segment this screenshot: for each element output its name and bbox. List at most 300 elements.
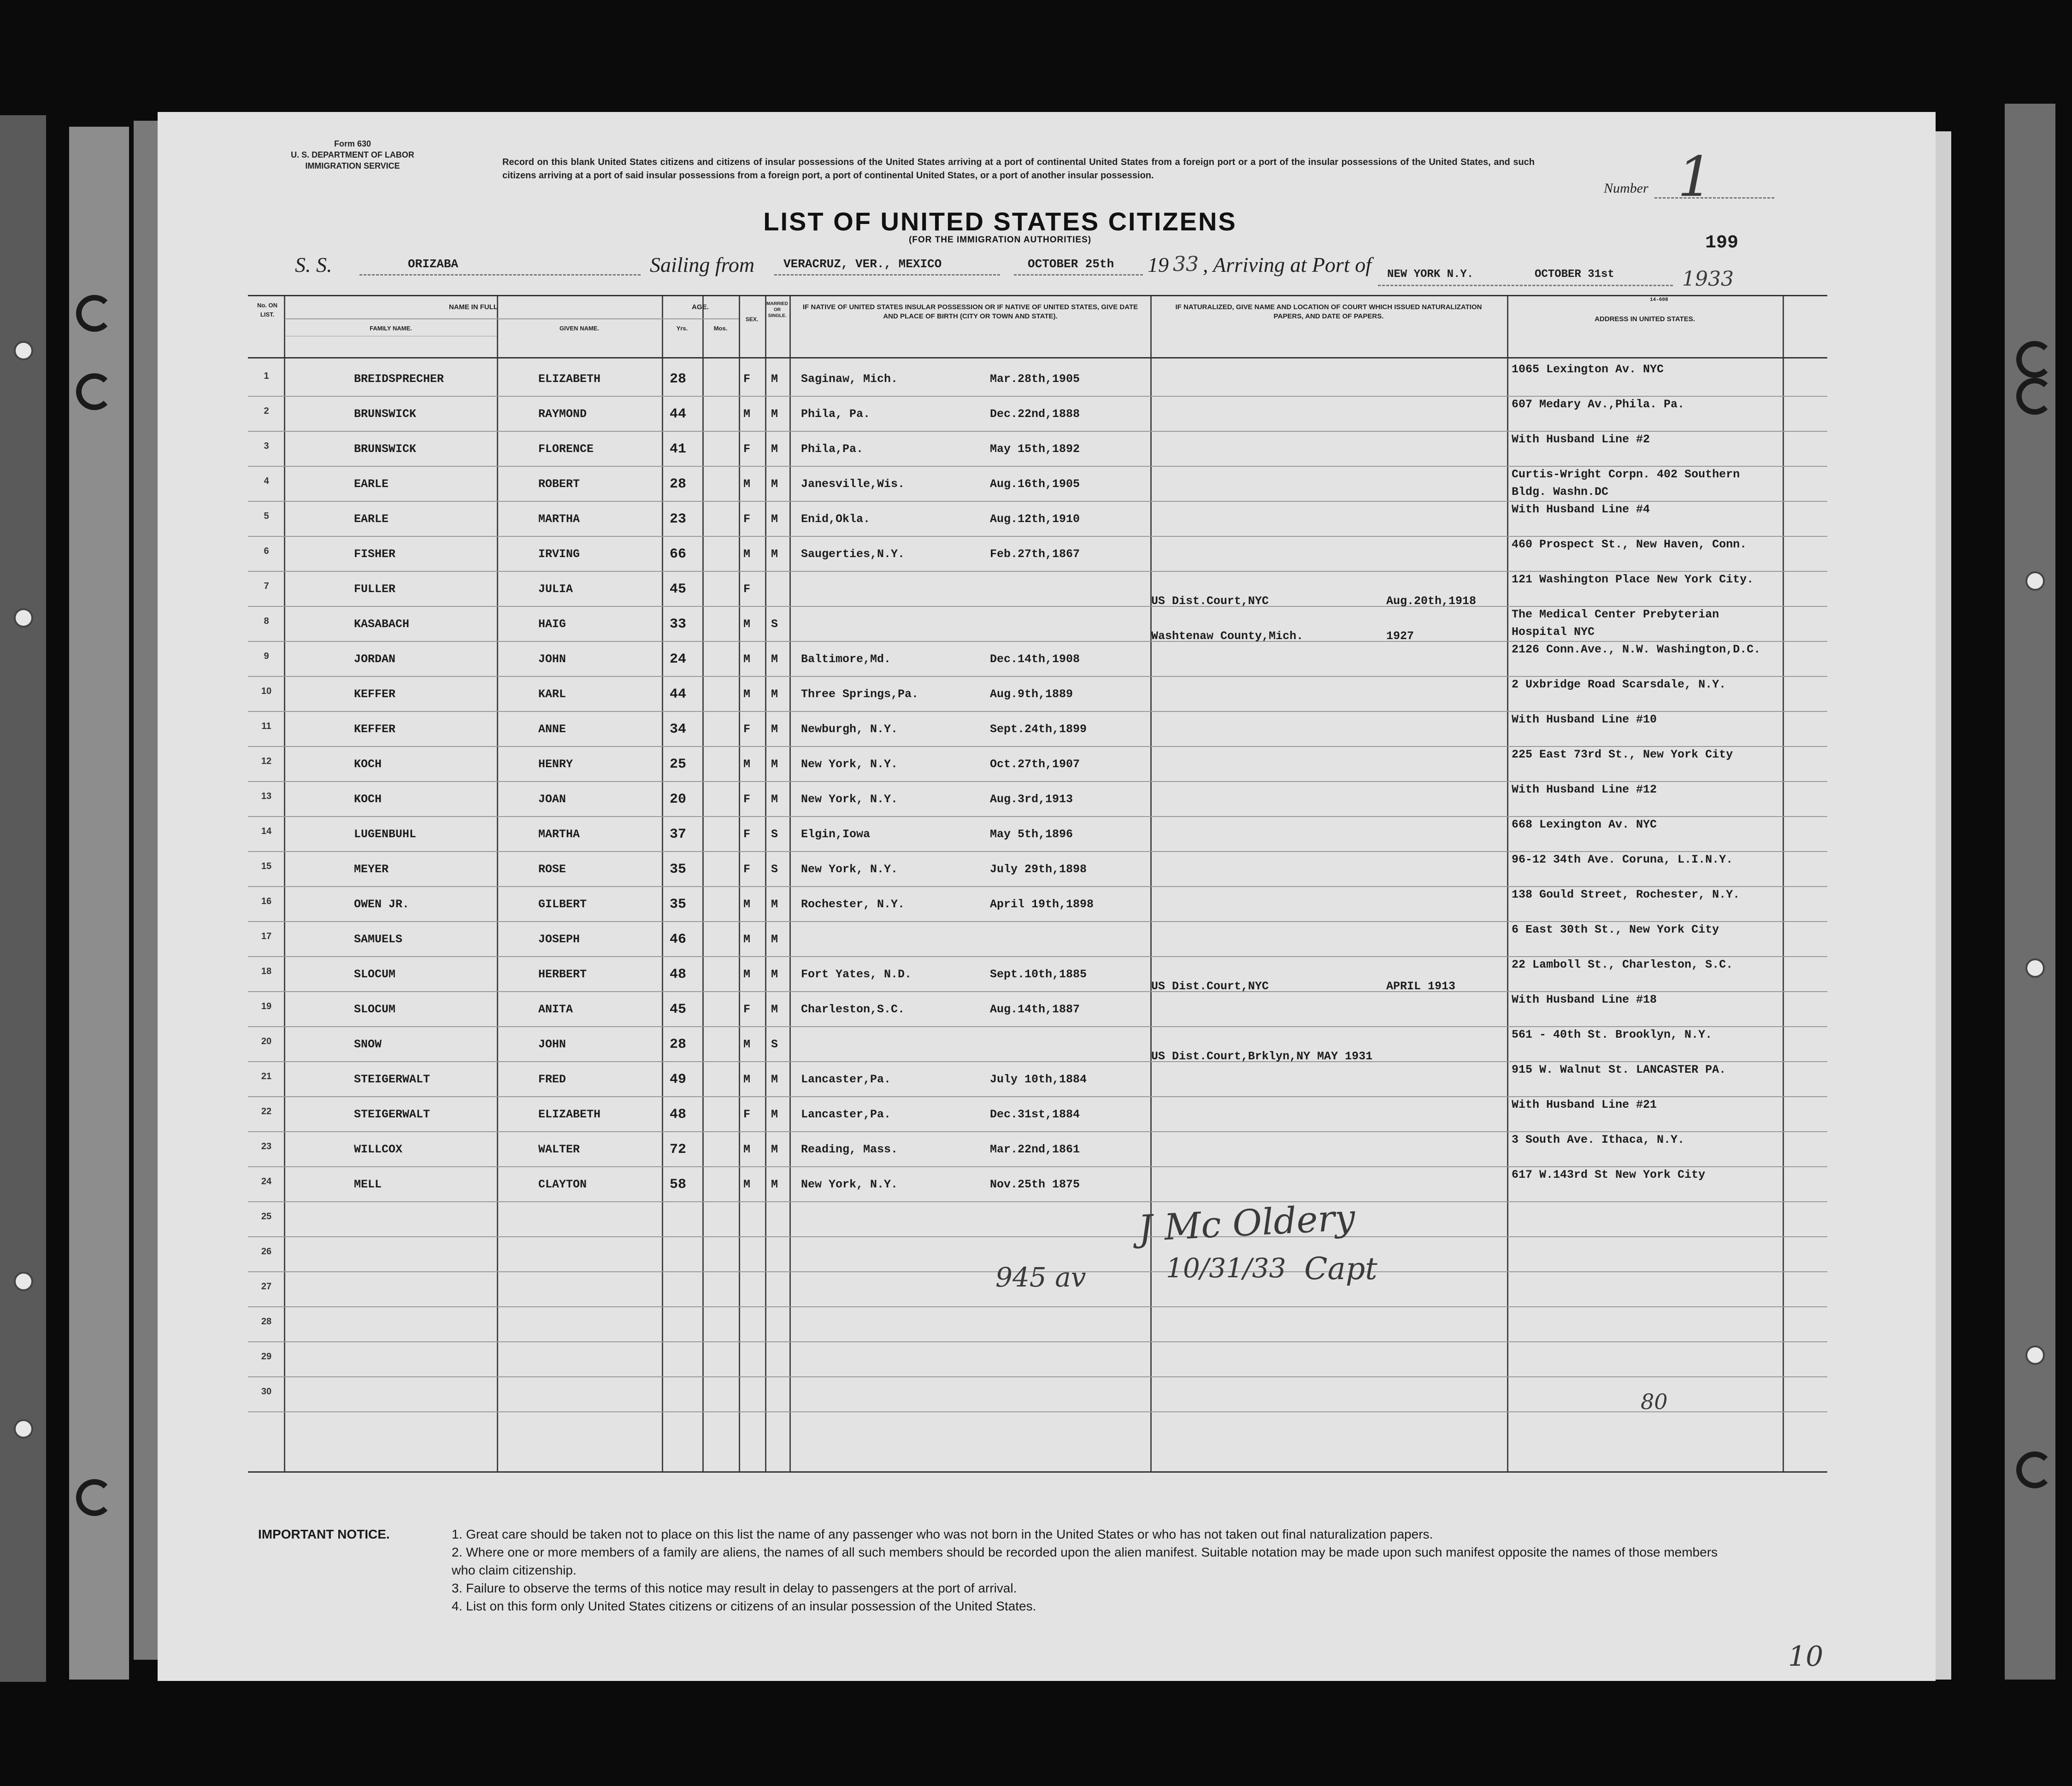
- cell-sex: F: [743, 863, 751, 876]
- cell-age: 66: [670, 546, 687, 562]
- col-yrs: Yrs.: [676, 325, 688, 332]
- cell-address: 22 Lamboll St., Charleston, S.C.: [1512, 958, 1733, 971]
- cell-date: Mar.28th,1905: [990, 372, 1080, 386]
- table-row: [248, 1096, 1827, 1131]
- cell-family: KEFFER: [354, 723, 396, 736]
- cell-family: LUGENBUHL: [354, 828, 417, 841]
- cell-given: HERBERT: [538, 968, 587, 981]
- cell-place: New York, N.Y.: [801, 793, 898, 806]
- cell-given: ANNE: [538, 723, 566, 736]
- form-number: Form 630: [334, 139, 371, 148]
- col-no-on-list: No. ON LIST.: [257, 302, 278, 318]
- cell-address: 138 Gould Street, Rochester, N.Y.: [1512, 888, 1740, 901]
- sailing-year: 33: [1173, 253, 1199, 276]
- cell-ms: S: [771, 863, 778, 876]
- cell-ms: M: [771, 1003, 778, 1016]
- cell-ms: M: [771, 1178, 778, 1191]
- cell-sex: M: [743, 1038, 751, 1051]
- col-mos: Mos.: [713, 325, 728, 332]
- cell-sex: F: [743, 582, 751, 596]
- cell-family: KEFFER: [354, 687, 396, 701]
- cell-family: EARLE: [354, 477, 389, 491]
- page-stamp: 199: [1705, 233, 1739, 253]
- notice-items: [258, 1525, 1742, 1615]
- notice-item: 4. List on this form only United States citizens or citizens of an insular possession of the United States.: [452, 1599, 1036, 1613]
- cell-address: 2 Uxbridge Road Scarsdale, N.Y.: [1512, 678, 1726, 691]
- department-name: U. S. DEPARTMENT OF LABOR: [291, 150, 414, 159]
- cell-no: 22: [261, 1106, 272, 1116]
- cell-family: MELL: [354, 1178, 382, 1191]
- cell-sex: M: [743, 477, 751, 491]
- cell-family: KASABACH: [354, 617, 410, 631]
- notice-item: 3. Failure to observe the terms of this notice may result in delay to passengers at the port of arrival.: [452, 1581, 1017, 1595]
- cell-given: ROSE: [538, 863, 566, 876]
- arrival-date: OCTOBER 31st: [1535, 268, 1614, 281]
- cell-no: 26: [261, 1246, 272, 1257]
- cell-place: Baltimore,Md.: [801, 652, 891, 666]
- cell-sex: M: [743, 407, 751, 421]
- cell-ms: M: [771, 758, 778, 771]
- cell-age: 45: [670, 1002, 687, 1017]
- cell-family: JORDAN: [354, 652, 396, 666]
- table-row: [248, 1376, 1827, 1411]
- cell-date: Feb.27th,1867: [990, 547, 1080, 561]
- cell-date: Dec.22nd,1888: [990, 407, 1080, 421]
- cell-place: Elgin,Iowa: [801, 828, 871, 841]
- cell-address: 607 Medary Av.,Phila. Pa.: [1512, 398, 1685, 411]
- table-row: [248, 536, 1827, 571]
- cell-address: With Husband Line #21: [1512, 1098, 1657, 1111]
- cell-given: MARTHA: [538, 828, 580, 841]
- binder-clip: [76, 1479, 113, 1516]
- cell-court-date: Aug.20th,1918: [1386, 594, 1477, 608]
- table-row: [248, 1131, 1827, 1166]
- cell-family: BRUNSWICK: [354, 442, 417, 456]
- cell-family: BREIDSPRECHER: [354, 372, 444, 386]
- cell-given: JOSEPH: [538, 933, 580, 946]
- cell-place: Reading, Mass.: [801, 1143, 898, 1156]
- cell-no: 19: [261, 1001, 272, 1011]
- cell-ms: M: [771, 652, 778, 666]
- cell-date: Mar.22nd,1861: [990, 1143, 1080, 1156]
- cell-given: HAIG: [538, 617, 566, 631]
- binder-clip: [2016, 341, 2053, 378]
- col-married-single: MARRIED OR SINGLE.: [766, 301, 788, 318]
- cell-sex: M: [743, 1143, 751, 1156]
- cell-given: KARL: [538, 687, 566, 701]
- cell-age: 33: [670, 617, 687, 632]
- cell-no: 7: [264, 581, 269, 591]
- cell-address: 121 Washington Place New York City.: [1512, 573, 1754, 586]
- col-naturalized: IF NATURALIZED, GIVE NAME AND LOCATION OF COURT WHICH ISSUED NATURALIZATION PAPERS, AND DATE OF PAPERS.: [1175, 303, 1482, 320]
- cell-no: 15: [261, 861, 272, 871]
- cell-court: Washtenaw County,Mich.: [1151, 629, 1304, 643]
- form-instructions: Record on this blank United States citizens and citizens of insular possessions of the United States arriving at a port of continental United States from a foreign port or a port of the insular possessions of the United States, and such citizens arriving at a port of said insular possessions from a foreign port, a port of continental United States, or a port of another insular possession.: [502, 157, 1535, 181]
- cell-ms: M: [771, 898, 778, 911]
- cell-address: 96-12 34th Ave. Coruna, L.I.N.Y.: [1512, 853, 1733, 866]
- cell-age: 25: [670, 757, 687, 772]
- footer-code: 14-608: [1650, 297, 1668, 303]
- cell-family: KOCH: [354, 758, 382, 771]
- table-row: [248, 571, 1827, 606]
- arriving-label: , Arriving at Port of: [1203, 253, 1372, 276]
- cell-ms: M: [771, 372, 778, 386]
- col-given-name: GIVEN NAME.: [559, 325, 599, 332]
- cell-sex: M: [743, 1178, 751, 1191]
- table-row: [248, 361, 1827, 396]
- number-label: Number: [1604, 181, 1648, 196]
- cell-place: New York, N.Y.: [801, 1178, 898, 1191]
- cell-no: 12: [261, 756, 272, 766]
- binder-hole: [2025, 1345, 2045, 1365]
- cell-family: WILLCOX: [354, 1143, 403, 1156]
- binder-hole: [14, 1272, 33, 1291]
- cell-ms: M: [771, 968, 778, 981]
- cell-given: FRED: [538, 1073, 566, 1086]
- cell-age: 48: [670, 967, 687, 982]
- cell-court-date: 1927: [1386, 629, 1414, 643]
- cell-family: STEIGERWALT: [354, 1108, 430, 1121]
- cell-address: 2126 Conn.Ave., N.W. Washington,D.C.: [1512, 643, 1761, 656]
- cell-place: Janesville,Wis.: [801, 477, 905, 491]
- cell-no: 21: [261, 1071, 272, 1081]
- cell-date: Oct.27th,1907: [990, 758, 1080, 771]
- cell-sex: M: [743, 758, 751, 771]
- cell-given: CLAYTON: [538, 1178, 587, 1191]
- cell-sex: F: [743, 1108, 751, 1121]
- cell-given: ELIZABETH: [538, 372, 601, 386]
- cell-court: US Dist.Court,NYC: [1151, 980, 1269, 993]
- binder-hole: [14, 1419, 33, 1439]
- cell-age: 24: [670, 652, 687, 667]
- left-page-strip-3: [134, 121, 159, 1660]
- binder-hole: [2025, 571, 2045, 591]
- cell-age: 35: [670, 862, 687, 877]
- cell-ms: M: [771, 723, 778, 736]
- col-family-name: FAMILY NAME.: [370, 325, 412, 332]
- cell-no: 23: [261, 1141, 272, 1152]
- cell-ms: S: [771, 617, 778, 631]
- binder-clip: [2016, 1451, 2053, 1488]
- cell-no: 16: [261, 896, 272, 906]
- cell-no: 9: [264, 651, 269, 661]
- arrival-underline: [1378, 285, 1673, 286]
- cell-place: Saginaw, Mich.: [801, 372, 898, 386]
- cell-ms: S: [771, 1038, 778, 1051]
- cell-no: 18: [261, 966, 272, 976]
- cell-place: Phila, Pa.: [801, 407, 871, 421]
- cell-court: US Dist.Court,Brklyn,NY MAY 1931: [1151, 1050, 1373, 1063]
- cell-family: SLOCUM: [354, 968, 396, 981]
- cell-date: Aug.3rd,1913: [990, 793, 1073, 806]
- cell-address: With Husband Line #4: [1512, 503, 1650, 516]
- cell-sex: F: [743, 1003, 751, 1016]
- cell-given: WALTER: [538, 1143, 580, 1156]
- cell-sex: F: [743, 828, 751, 841]
- cell-age: 44: [670, 406, 687, 422]
- corner-mark: 10: [1788, 1640, 1824, 1673]
- cell-place: Rochester, N.Y.: [801, 898, 905, 911]
- cell-no: 25: [261, 1211, 272, 1222]
- cell-sex: M: [743, 687, 751, 701]
- cell-ms: M: [771, 442, 778, 456]
- cell-ms: M: [771, 1073, 778, 1086]
- cell-given: JOHN: [538, 652, 566, 666]
- cell-court-date: APRIL 1913: [1386, 980, 1456, 993]
- cell-place: Newburgh, N.Y.: [801, 723, 898, 736]
- right-page-strip: [2005, 104, 2055, 1680]
- cell-address: 6 East 30th St., New York City: [1512, 923, 1719, 936]
- cell-place: Fort Yates, N.D.: [801, 968, 912, 981]
- cell-family: KOCH: [354, 793, 382, 806]
- cell-family: STEIGERWALT: [354, 1073, 430, 1086]
- table-row: [248, 676, 1827, 711]
- cell-no: 11: [261, 721, 271, 731]
- cell-date: May 15th,1892: [990, 442, 1080, 456]
- table-row: [248, 466, 1827, 501]
- cell-age: 46: [670, 932, 687, 947]
- arrival-year: 1933: [1682, 267, 1734, 291]
- sailing-date: OCTOBER 25th: [1028, 257, 1114, 271]
- cell-age: 28: [670, 1037, 687, 1052]
- cell-sex: F: [743, 372, 751, 386]
- cell-ms: M: [771, 1108, 778, 1121]
- binder-hole: [14, 341, 33, 360]
- table-row: [248, 746, 1827, 781]
- binder-clip: [2016, 378, 2053, 415]
- year-prefix: 19: [1148, 253, 1169, 276]
- cell-no: 27: [261, 1281, 272, 1292]
- cell-given: ANITA: [538, 1003, 573, 1016]
- cell-given: GILBERT: [538, 898, 587, 911]
- date-underline: [1014, 274, 1143, 276]
- cell-ms: M: [771, 793, 778, 806]
- cell-date: Aug.9th,1889: [990, 687, 1073, 701]
- table-row: [248, 1306, 1827, 1341]
- cell-no: 3: [264, 441, 269, 451]
- bottom-page-mark: 80: [1641, 1389, 1668, 1414]
- cell-no: 10: [261, 686, 272, 696]
- cell-given: RAYMOND: [538, 407, 587, 421]
- cell-age: 45: [670, 582, 687, 597]
- table-row: [248, 1341, 1827, 1376]
- cell-no: 29: [261, 1351, 272, 1362]
- cell-place: New York, N.Y.: [801, 863, 898, 876]
- form-subtitle: (FOR THE IMMIGRATION AUTHORITIES): [908, 235, 1092, 245]
- cell-no: 13: [261, 791, 272, 801]
- ship-underline: [359, 274, 641, 276]
- cell-date: July 10th,1884: [990, 1073, 1087, 1086]
- binder-hole: [2025, 958, 2045, 978]
- sailing-port: VERACRUZ, VER., MEXICO: [783, 257, 942, 271]
- cell-place: Charleston,S.C.: [801, 1003, 905, 1016]
- cell-date: Dec.31st,1884: [990, 1108, 1080, 1121]
- signature-title: Capt: [1304, 1251, 1377, 1287]
- cell-family: EARLE: [354, 512, 389, 526]
- cell-no: 17: [261, 931, 272, 941]
- number-value: 1: [1678, 145, 1713, 209]
- cell-given: ROBERT: [538, 477, 580, 491]
- col-birth: IF NATIVE OF UNITED STATES INSULAR POSSESSION OR IF NATIVE OF UNITED STATES, GIVE DATE AND PLACE OF BIRTH (CITY OR TOWN AND STATE).: [802, 303, 1138, 320]
- cell-no: 30: [261, 1386, 272, 1397]
- cell-date: Dec.14th,1908: [990, 652, 1080, 666]
- cell-given: HENRY: [538, 758, 573, 771]
- cell-place: Lancaster,Pa.: [801, 1073, 891, 1086]
- cell-age: 34: [670, 722, 687, 737]
- cell-age: 28: [670, 476, 687, 492]
- cell-date: May 5th,1896: [990, 828, 1073, 841]
- col-address: ADDRESS IN UNITED STATES.: [1595, 315, 1695, 323]
- cell-address: Curtis-Wright Corpn. 402 Southern Bldg. Washn.DC: [1512, 468, 1740, 499]
- ship-name: ORIZABA: [408, 257, 459, 271]
- cell-given: JOAN: [538, 793, 566, 806]
- table-row: [248, 396, 1827, 431]
- cell-address: 3 South Ave. Ithaca, N.Y.: [1512, 1133, 1685, 1146]
- cell-sex: F: [743, 723, 751, 736]
- table-row: [248, 851, 1827, 886]
- cell-family: SNOW: [354, 1038, 382, 1051]
- cell-given: JULIA: [538, 582, 573, 596]
- cell-ms: M: [771, 477, 778, 491]
- notice-item: 2. Where one or more members of a family are aliens, the names of all such members should be recorded upon the alien manifest. Suitable notation may be made upon such manifest opposite the names of those members who claim citizenship.: [452, 1545, 1718, 1577]
- notice-label: IMPORTANT NOTICE.: [258, 1527, 390, 1541]
- cell-ms: M: [771, 1143, 778, 1156]
- cell-place: Lancaster,Pa.: [801, 1108, 891, 1121]
- number-underline: [1654, 197, 1774, 199]
- table-row: [248, 606, 1827, 641]
- table-row: [248, 991, 1827, 1026]
- cell-given: MARTHA: [538, 512, 580, 526]
- cell-sex: M: [743, 547, 751, 561]
- cell-age: 23: [670, 511, 687, 527]
- table-row: [248, 431, 1827, 466]
- cell-no: 2: [264, 406, 269, 416]
- cell-place: Saugerties,N.Y.: [801, 547, 905, 561]
- cell-age: 28: [670, 371, 687, 387]
- cell-family: FISHER: [354, 547, 396, 561]
- notice-item: 1. Great care should be taken not to place on this list the name of any passenger who was not born in the United States or who has not taken out final naturalization papers.: [452, 1527, 1433, 1541]
- cell-no: 24: [261, 1176, 272, 1187]
- cell-date: July 29th,1898: [990, 863, 1087, 876]
- cell-age: 20: [670, 792, 687, 807]
- cell-family: MEYER: [354, 863, 389, 876]
- ss-label: S. S.: [295, 253, 332, 276]
- cell-sex: M: [743, 1073, 751, 1086]
- cell-ms: M: [771, 407, 778, 421]
- col-name-in-full: NAME IN FULL: [449, 303, 498, 311]
- service-name: IMMIGRATION SERVICE: [305, 161, 400, 170]
- cell-no: 8: [264, 616, 269, 626]
- cell-no: 4: [264, 476, 269, 486]
- cell-ms: S: [771, 828, 778, 841]
- cell-address: With Husband Line #12: [1512, 783, 1657, 796]
- table-row: [248, 816, 1827, 851]
- cell-sex: M: [743, 652, 751, 666]
- sailing-label: Sailing from: [650, 253, 755, 276]
- table-row: [248, 1201, 1827, 1236]
- cell-family: FULLER: [354, 582, 396, 596]
- cell-family: OWEN JR.: [354, 898, 410, 911]
- cell-age: 72: [670, 1142, 687, 1157]
- handwritten-code: 945 av: [995, 1262, 1086, 1293]
- cell-address: With Husband Line #18: [1512, 993, 1657, 1006]
- cell-date: Aug.12th,1910: [990, 512, 1080, 526]
- cell-no: 28: [261, 1316, 272, 1327]
- cell-address: The Medical Center Prebyterian Hospital NYC: [1512, 608, 1719, 639]
- cell-place: Three Springs,Pa.: [801, 687, 919, 701]
- arrival-port: NEW YORK N.Y.: [1387, 268, 1474, 281]
- binder-hole: [14, 608, 33, 628]
- cell-address: 460 Prospect St., New Haven, Conn.: [1512, 538, 1747, 551]
- cell-ms: M: [771, 547, 778, 561]
- cell-address: 225 East 73rd St., New York City: [1512, 748, 1733, 761]
- cell-sex: F: [743, 512, 751, 526]
- cell-place: Phila,Pa.: [801, 442, 864, 456]
- cell-age: 44: [670, 687, 687, 702]
- table-row: [248, 956, 1827, 991]
- cell-age: 37: [670, 827, 687, 842]
- binder-clip: [76, 295, 113, 332]
- port-underline: [774, 274, 1000, 276]
- table-row: [248, 711, 1827, 746]
- cell-address: With Husband Line #2: [1512, 433, 1650, 446]
- cell-family: SAMUELS: [354, 933, 403, 946]
- cell-sex: M: [743, 617, 751, 631]
- col-age: AGE.: [692, 303, 709, 311]
- table-row: [248, 1026, 1827, 1061]
- table-row: [248, 921, 1827, 956]
- cell-address: With Husband Line #10: [1512, 713, 1657, 726]
- cell-no: 14: [261, 826, 272, 836]
- cell-given: FLORENCE: [538, 442, 594, 456]
- cell-given: JOHN: [538, 1038, 566, 1051]
- cell-age: 41: [670, 441, 687, 457]
- cell-no: 6: [264, 546, 269, 556]
- cell-no: 5: [264, 511, 269, 521]
- left-page-strip-2: [69, 127, 129, 1680]
- cell-no: 20: [261, 1036, 272, 1046]
- cell-sex: M: [743, 933, 751, 946]
- binder-clip: [76, 373, 113, 410]
- cell-address: 668 Lexington Av. NYC: [1512, 818, 1657, 831]
- cell-no: 1: [264, 371, 269, 381]
- cell-court: US Dist.Court,NYC: [1151, 594, 1269, 608]
- cell-given: ELIZABETH: [538, 1108, 601, 1121]
- cell-address: 1065 Lexington Av. NYC: [1512, 363, 1664, 376]
- cell-age: 49: [670, 1072, 687, 1087]
- cell-sex: F: [743, 793, 751, 806]
- cell-date: Sept.24th,1899: [990, 723, 1087, 736]
- cell-family: BRUNSWICK: [354, 407, 417, 421]
- form-title: LIST OF UNITED STATES CITIZENS: [763, 207, 1237, 236]
- cell-date: Aug.16th,1905: [990, 477, 1080, 491]
- cell-ms: M: [771, 687, 778, 701]
- cell-place: New York, N.Y.: [801, 758, 898, 771]
- table-row: [248, 781, 1827, 816]
- cell-given: IRVING: [538, 547, 580, 561]
- cell-age: 35: [670, 897, 687, 912]
- cell-address: 561 - 40th St. Brooklyn, N.Y.: [1512, 1028, 1713, 1041]
- cell-date: April 19th,1898: [990, 898, 1094, 911]
- table-row: [248, 1166, 1827, 1201]
- cell-ms: M: [771, 933, 778, 946]
- table-row: [248, 886, 1827, 921]
- cell-address: 617 W.143rd St New York City: [1512, 1168, 1706, 1181]
- form-id-block: [267, 138, 438, 171]
- col-sex: SEX.: [745, 316, 759, 323]
- important-notice: [258, 1525, 1742, 1615]
- cell-sex: M: [743, 898, 751, 911]
